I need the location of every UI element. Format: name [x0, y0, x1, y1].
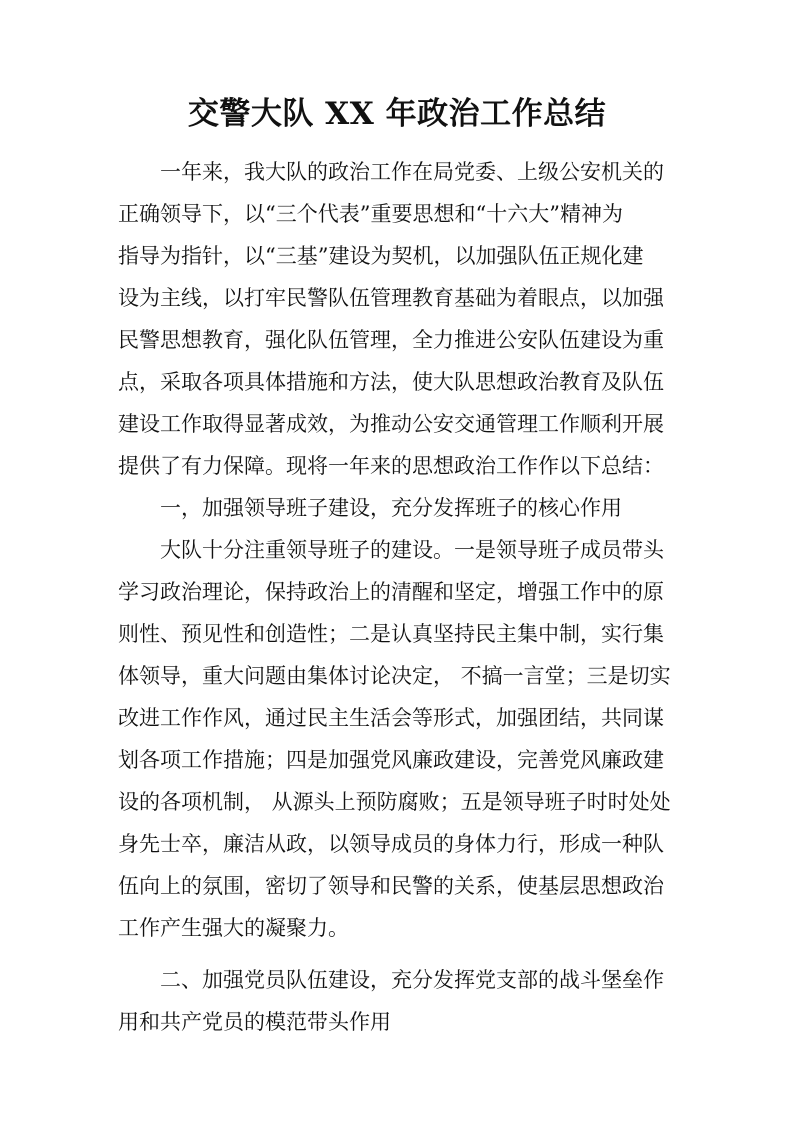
paragraph-line: 设的各项机制， 从源头上预防腐败；五是领导班子时时处处 [118, 790, 671, 814]
paragraph-gap [118, 949, 688, 959]
paragraph-line: 体领导，重大问题由集体讨论决定， 不搞一言堂；三是切实 [118, 664, 671, 688]
document-body [118, 151, 688, 1043]
paragraph-line: 建设工作取得显著成效，为推动公安交通管理工作顺利开展 [118, 412, 664, 436]
paragraph-line: 大队十分注重领导班子的建设。一是领导班子成员带头 [160, 538, 664, 562]
paragraph-line: 学习政治理论，保持政治上的清醒和坚定，增强工作中的原 [118, 580, 664, 604]
paragraph-line: 指导为指针，以“三基”建设为契机，以加强队伍正规化建 [118, 244, 644, 268]
paragraph-line: 工作产生强大的凝聚力。 [118, 916, 349, 940]
section-heading: 一，加强领导班子建设，充分发挥班子的核心作用 [160, 496, 622, 520]
paragraph-line: 伍向上的氛围，密切了领导和民警的关系，使基层思想政治 [118, 874, 664, 898]
paragraph-line: 则性、预见性和创造性；二是认真坚持民主集中制，实行集 [118, 622, 664, 646]
paragraph-line: 改进工作作风，通过民主生活会等形式，加强团结，共同谋 [118, 706, 664, 730]
paragraph-line: 划各项工作措施；四是加强党风廉政建设，完善党风廉政建 [118, 748, 664, 772]
paragraph-line: 提供了有力保障。现将一年来的思想政治工作作以下总结： [118, 454, 664, 478]
paragraph-line: 身先士卒，廉洁从政，以领导成员的身体力行，形成一种队 [118, 832, 664, 856]
section-heading: 二、加强党员队伍建设，充分发挥党支部的战斗堡垒作 [160, 968, 664, 992]
paragraph-line: 正确领导下，以“三个代表”重要思想和“十六大”精神为 [118, 202, 623, 226]
paragraph-line: 点，采取各项具体措施和方法，使大队思想政治教育及队伍 [118, 370, 664, 394]
paragraph-line: 民警思想教育，强化队伍管理，全力推进公安队伍建设为重 [118, 328, 664, 352]
document-title: 交警大队 XX 年政治工作总结 [187, 96, 607, 132]
section-heading-continuation: 用和共产党员的模范带头作用 [118, 1010, 391, 1034]
paragraph-line: 一年来，我大队的政治工作在局党委、上级公安机关的 [160, 160, 664, 184]
paragraph-line: 设为主线，以打牢民警队伍管理教育基础为着眼点，以加强 [118, 286, 664, 310]
